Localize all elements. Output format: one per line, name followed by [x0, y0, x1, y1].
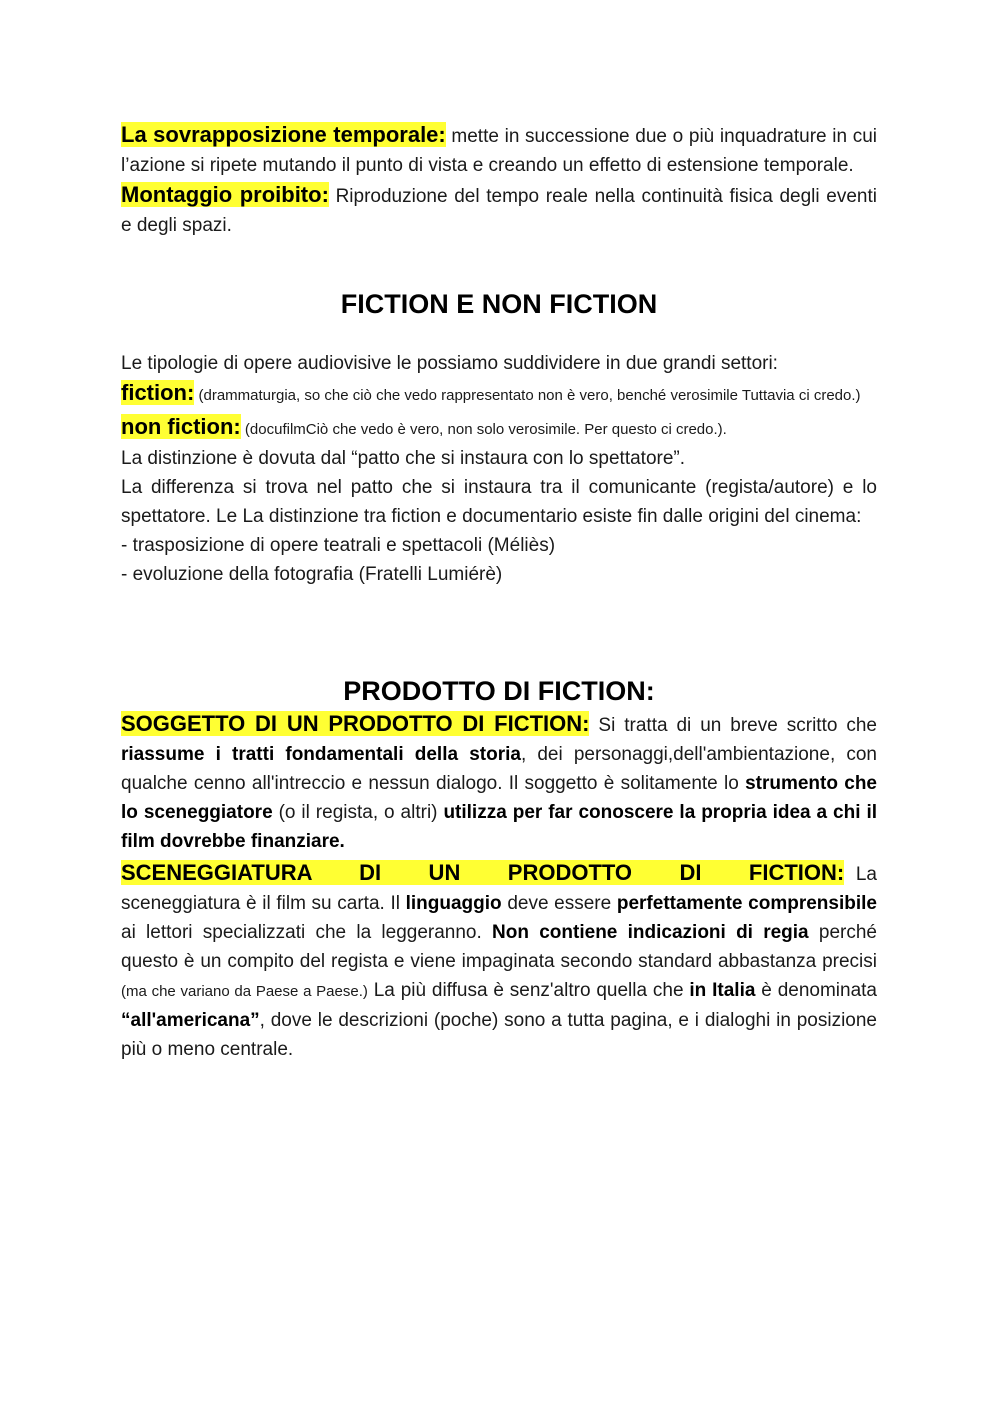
heading-fiction-non-fiction: FICTION E NON FICTION: [340, 289, 658, 319]
heading-prodotto-di-fiction: PRODOTTO DI FICTION:: [343, 676, 655, 706]
highlight-term: non fiction:: [121, 414, 241, 439]
highlight-term: Montaggio proibito:: [121, 182, 329, 207]
paragraph-non-fiction: non fiction: (docufilmCiò che vedo è vero, non solo verosimile. Per questo ci credo.).: [121, 414, 727, 439]
paragraph-intro: Le tipologie di opere audiovisive le possiamo suddividere in due grandi settori:: [121, 353, 778, 374]
paragraph-montaggio: Montaggio proibito: Riproduzione del tempo reale nella continuità fisica degli eventi e degli spazi.: [121, 182, 877, 236]
highlight-term: La sovrapposizione temporale:: [121, 122, 446, 147]
paragraph-sceneggiatura: SCENEGGIATURA DI UN PRODOTTO DI FICTION: La sceneggiatura è il film su carta. Il linguaggio deve essere perfettamente comprensibile ai lettori specializzati che la leggeranno. Non contiene indicazioni di regia perché questo è un compito del regista e viene impaginata secondo standard abbastanza precisi (ma che variano da Paese a Paese.) La più diffusa è senz'altro quella che in Italia è denominata “all'americana”, dove le descrizioni (poche) sono a tutta pagina, e i dialoghi in posizione più o meno centrale.: [121, 860, 877, 1060]
paragraph-differenza: La differenza si trova nel patto che si instaura tra il comunicante (regista/autore) e lo spettatore. Le La distinzione tra fiction e documentario esiste fin dalle origini del cinema:: [121, 477, 877, 527]
highlight-term: fiction:: [121, 380, 195, 405]
document-page: [121, 120, 877, 1064]
paragraph-sovrapposizione: La sovrapposizione temporale: mette in successione due o più inquadrature in cui l’azione si ripete mutando il punto di vista e creando un effetto di estensione temporale.: [121, 122, 877, 176]
paragraph-soggetto: SOGGETTO DI UN PRODOTTO DI FICTION: Si tratta di un breve scritto che riassume i tratti fondamentali della storia, dei personaggi,dell'ambientazione, con qualche cenno all'intreccio e nessun dialogo. Il soggetto è solitamente lo strumento che lo sceneggiatore (o il regista, o altri) utilizza per far conoscere la propria idea a chi il film dovrebbe finanziare.: [121, 711, 878, 852]
list-item: - evoluzione della fotografia (Fratelli Lumiérè): [121, 564, 503, 585]
list-item: - trasposizione di opere teatrali e spettacoli (Méliès): [121, 535, 556, 556]
highlight-term: SCENEGGIATURA DI UN PRODOTTO DI FICTION:: [121, 860, 845, 885]
paragraph-fiction: fiction: (drammaturgia, so che ciò che vedo rappresentato non è vero, benché verosimile Tuttavia ci credo.): [121, 380, 861, 405]
paragraph-distinzione: La distinzione è dovuta dal “patto che si instaura con lo spettatore”.: [121, 448, 686, 469]
highlight-term: SOGGETTO DI UN PRODOTTO DI FICTION:: [121, 711, 590, 736]
